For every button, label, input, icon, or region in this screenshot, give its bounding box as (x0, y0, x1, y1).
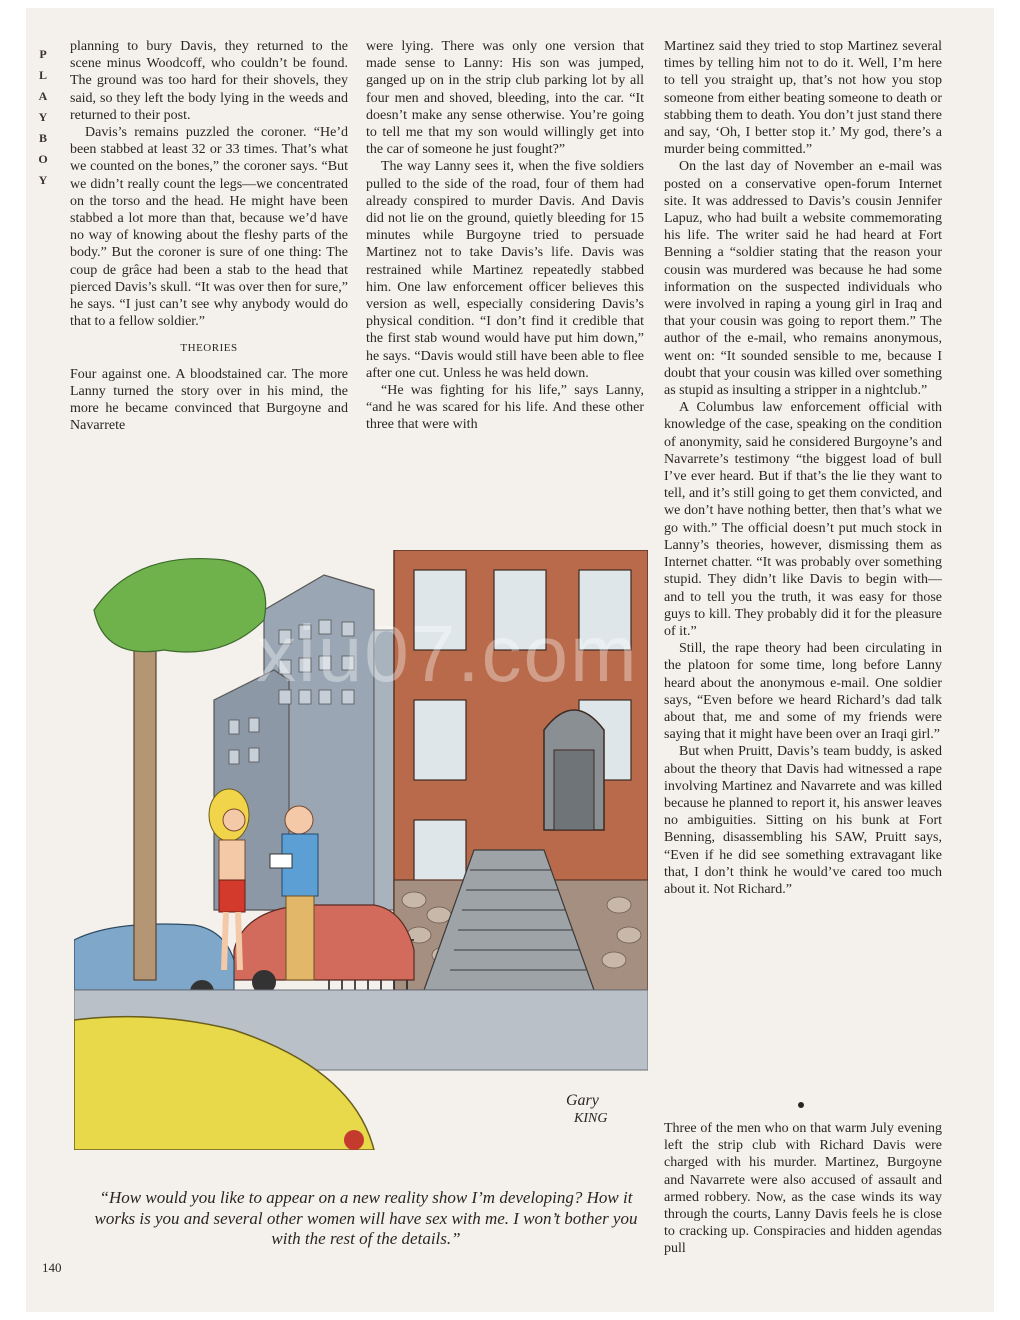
paragraph: Four against one. A bloodstained car. The more Lanny turned the story over in his mind, the more he became convinced that Burgoyne and Navarrete (70, 366, 348, 434)
front-door (554, 750, 594, 830)
magazine-name-vertical: P L A Y B O Y (38, 47, 48, 187)
cartoonist-signature-line2: KING (574, 1111, 608, 1126)
tree-trunk (134, 630, 156, 980)
paragraph: “He was fighting for his life,” says Lanny, “and he was scared for his life. And these other three that were with (366, 383, 644, 433)
taxi-taillight (344, 1130, 364, 1150)
paragraph: Davis’s remains puzzled the coroner. “He’d been stabbed at least 32 or 33 times. That’s what we counted on the bones,” the coroner says. “But we didn’t really count the legs—we concentrated on the torso and the head. He might have been stabbed a lot more than that, because we’d have no way of knowing about the fleshy parts of the body.” But the coroner is sure of one thing: The coup de grâce had been a stab to the head that pierced Davis’s skull. “It was over then for sure,” he says. “I just can’t see why anybody would do that to a fellow soldier.” (70, 125, 348, 330)
parked-red-car (234, 905, 414, 980)
cartoon-illustration (74, 550, 648, 1150)
watermark: xiu07.com (256, 609, 639, 698)
paragraph: Martinez said they tried to stop Martinez several times by telling him not to do it. Well, I’m here to tell you straight up, that’s not how you stop someone from either beating someone to death or stabbing them to death. You don’t just stand there and say, ‘Oh, I better stop it.’ My god, there’s a murder being committed.” (664, 39, 942, 158)
cartoon-caption: “How would you like to appear on a new reality show I’m developing? How it works is you and several other women will have sex with me. I won’t bother you with the rest of the details.” (94, 1188, 638, 1248)
paragraph: A Columbus law enforcement official with knowledge of the case, speaking on the condition of anonymity, said he considered Burgoyne’s and Navarrete’s testimony “the biggest load of bull I’ve ever heard. But if that’s the lie they want to tell, and it’s still going to get them convicted, and we don’t have nothing better, then that’s what we go with.” The official doesn’t put much stock in Lanny’s theories, however, dismissing them as Internet chatter. “It was probably over something stupid. They didn’t like Davis to begin with—and to tell you the truth, it was easy for those guys to kill. They probably did it for the pleasure of it.” (664, 400, 942, 639)
clipboard (270, 854, 292, 868)
paragraph: The way Lanny sees it, when the five soldiers pulled to the side of the road, four of them had already conspired to murder Davis. And Davis did not lie on the ground, quietly bleeding for 15 minutes while Burgoyne tried to persuade Martinez not to take Davis’s life. Davis was restrained while Martinez repeatedly stabbed him. One law enforcement officer believes this version as well, especially considering Davis’s physical condition. “I don’t find it credible that the first stab wound would have put him down,” he says. “Davis would still have been able to flee after one cut. Unless he was held down. (366, 159, 644, 381)
section-break-dot (798, 1102, 804, 1108)
paragraph: But when Pruitt, Davis’s team buddy, is asked about the theory that Davis had witnessed a rape involving Martinez and Navarrete and was killed because he planned to report it, his answer leaves no ambiguities. Sitting on his bunk at Fort Benning, disassembling his SAW, Pruitt says, “Even if he did see something extravagant like that, I don’t think he would’ve cared too much about it. Not Richard.” (664, 744, 942, 897)
cartoonist-signature-line1: Gary (566, 1092, 599, 1109)
text-column-3 (664, 38, 942, 898)
paragraph: On the last day of November an e-mail was posted on a conservative open-forum Internet site. It was addressed to Davis’s cousin Jennifer Lapuz, who had built a website commemorating his life. The writer said he had heard at Fort Benning a “soldier stating that the reason your cousin was murdered was because he had some information on the suspected individuals who were involved in raping a young girl in Iraq and that your cousin was going to report them.” The author of the e-mail, who remains anonymous, went on: “It sounded sensible to me, because I doubt that your cousin was killed over something as stupid as insulting a stripper in a nightclub.” (664, 159, 942, 399)
text-column-3-continued (664, 1120, 942, 1258)
magazine-page (26, 8, 994, 1312)
paragraph: planning to bury Davis, they returned to the scene minus Woodcoff, who couldn’t be found. The ground was too hard for their shovels, they said, so they left the body lying in the weeds and returned to their post. (70, 39, 348, 123)
paragraph: were lying. There was only one version that made sense to Lanny: His son was jumped, ganged up on in the strip club parking lot by all four men and shoved, bleeding, into the car. “It doesn’t make any sense otherwise. You’re going to tell me that my son would willingly get into the car of someone he just fought?” (366, 39, 644, 158)
text-column-2 (366, 38, 644, 434)
paragraph: Still, the rape theory had been circulating in the platoon for some time, long before Lanny heard about the anonymous e-mail. One soldier says, “Even before we heard Richard’s dad talk about that, me and some of my friends were saying that it might have been over an Iraqi girl.” (664, 641, 942, 743)
paragraph: Three of the men who on that warm July evening left the strip club with Richard Davis were charged with his murder. Martinez, Burgoyne and Navarrete were also accused of assault and armed robbery. Now, as the case winds its way through the courts, Lanny Davis feels he is close to cracking up. Conspiracies and hidden agendas pull (664, 1121, 942, 1257)
section-heading-theories: THEORIES (180, 342, 238, 355)
text-column-1 (70, 38, 348, 434)
page-number: 140 (42, 1260, 62, 1275)
